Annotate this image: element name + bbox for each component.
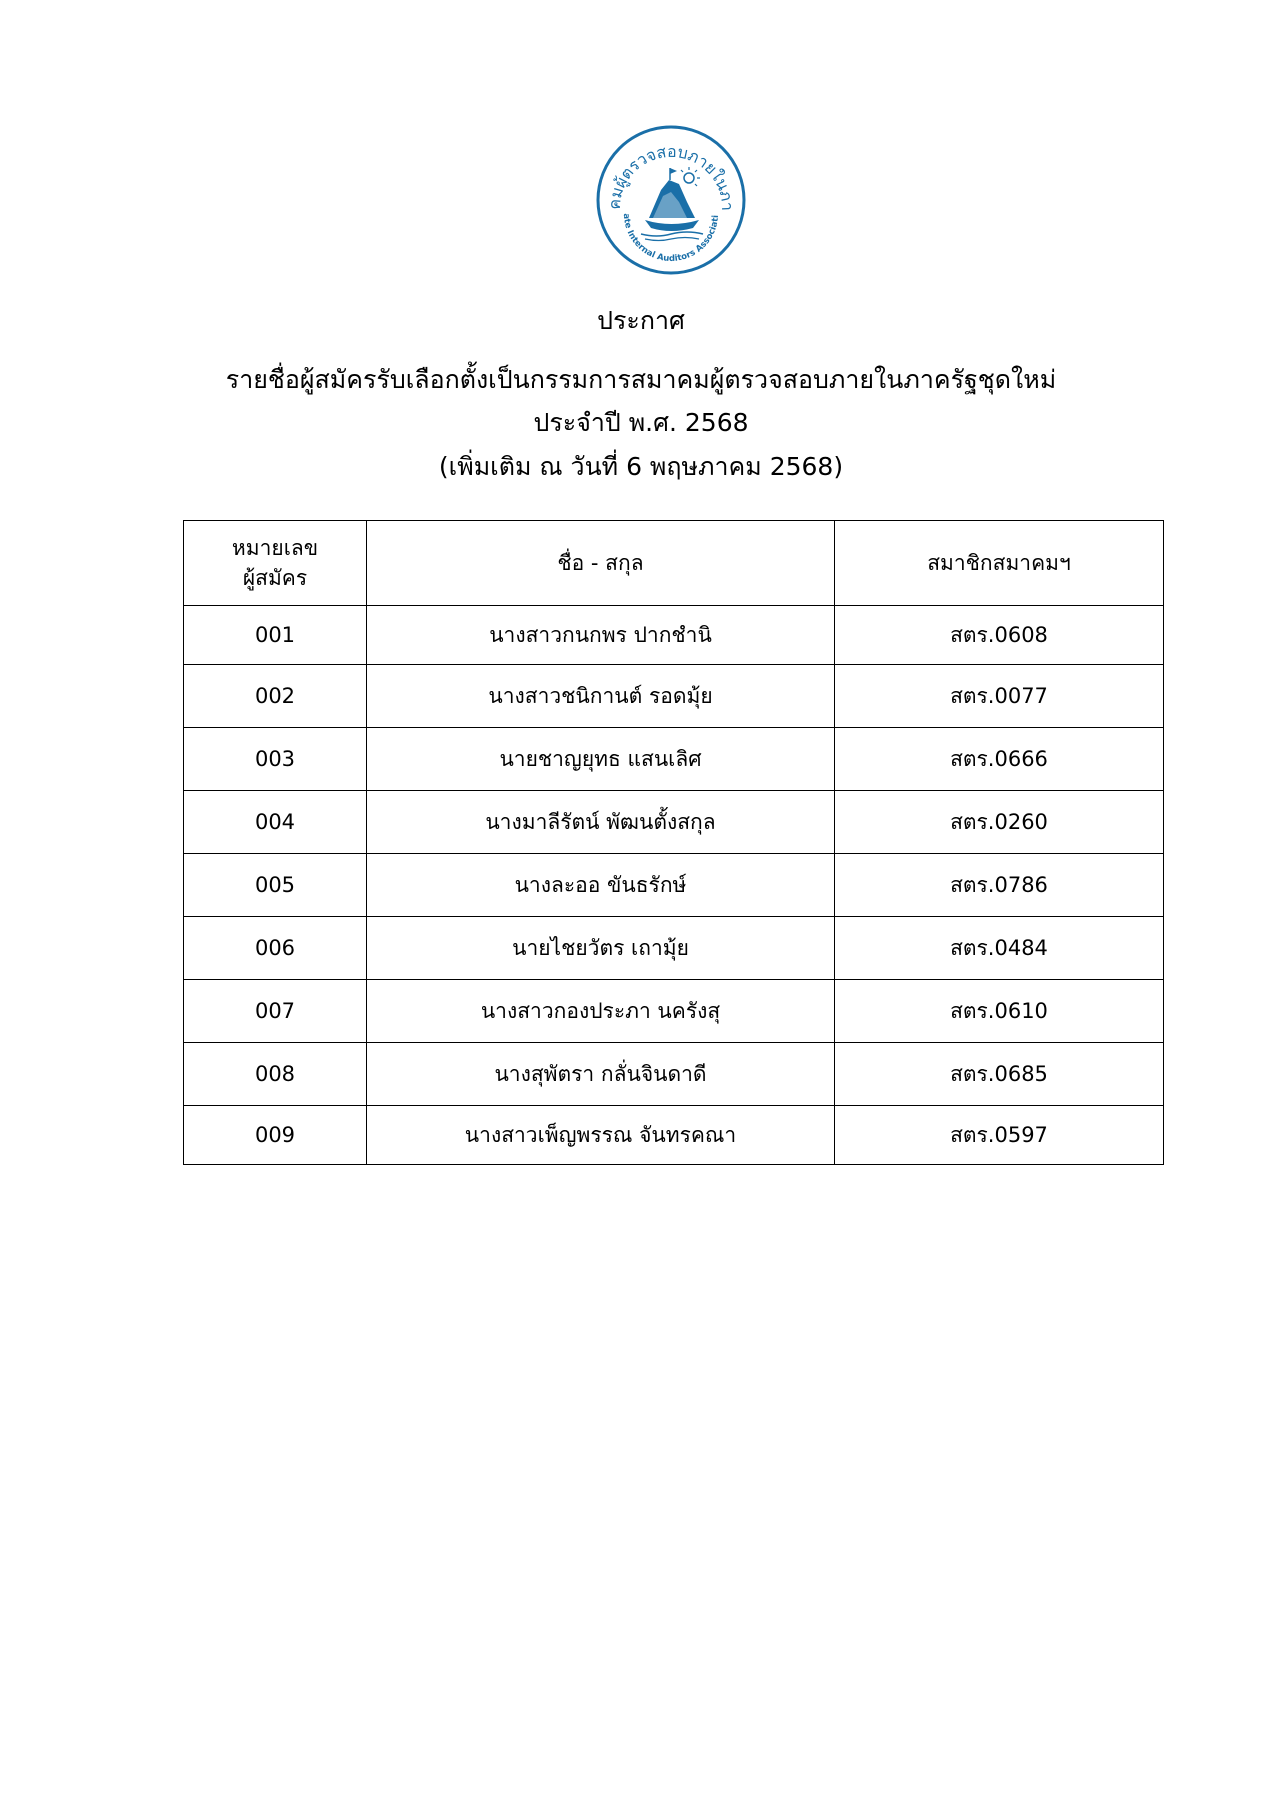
- candidates-table-container: [183, 520, 1163, 1165]
- candidate-name: นางสาวกองประภา นครังสุ: [367, 980, 835, 1043]
- member-id: สตร.0685: [835, 1043, 1164, 1106]
- member-id: สตร.0597: [835, 1106, 1164, 1165]
- candidate-number: 003: [184, 728, 367, 791]
- candidates-table: [183, 520, 1164, 1165]
- candidate-number: 008: [184, 1043, 367, 1106]
- table-row: [184, 665, 1164, 728]
- announcement-subtitle-line2: ประจำปี พ.ศ. 2568: [533, 408, 749, 437]
- candidate-number: 004: [184, 791, 367, 854]
- candidate-number: 007: [184, 980, 367, 1043]
- header-full-name: ชื่อ - สกุล: [367, 521, 835, 606]
- table-row: [184, 1106, 1164, 1165]
- candidate-name: นายชาญยุทธ แสนเลิศ: [367, 728, 835, 791]
- member-id: สตร.0077: [835, 665, 1164, 728]
- candidate-name: นางสาวเพ็ญพรรณ จันทรคณา: [367, 1106, 835, 1165]
- candidate-name: นางมาลีรัตน์ พัฒนตั้งสกุล: [367, 791, 835, 854]
- candidate-number: 006: [184, 917, 367, 980]
- candidate-name: นายไชยวัตร เถามุ้ย: [367, 917, 835, 980]
- candidate-number: 009: [184, 1106, 367, 1165]
- table-row: [184, 791, 1164, 854]
- table-row: [184, 980, 1164, 1043]
- member-id: สตร.0608: [835, 606, 1164, 665]
- candidate-number: 005: [184, 854, 367, 917]
- mountain-ship-emblem: [641, 167, 703, 241]
- member-id: สตร.0610: [835, 980, 1164, 1043]
- announcement-title: ประกาศ: [597, 306, 685, 335]
- logo-thai-text: คมผู้ตรวจสอบภายในภา: [604, 141, 738, 212]
- announcement-subtitle-line1: รายชื่อผู้สมัครรับเลือกตั้งเป็นกรรมการสมาคมผู้ตรวจสอบภายในภาครัฐชุดใหม่: [225, 365, 1057, 394]
- candidate-name: นางละออ ขันธรักษ์: [367, 854, 835, 917]
- table-header-row: [184, 521, 1164, 606]
- candidate-name: นางสาวชนิกานต์ รอดมุ้ย: [367, 665, 835, 728]
- candidate-name: นางสาวกนกพร ปากชำนิ: [367, 606, 835, 665]
- table-row: [184, 606, 1164, 665]
- table-row: [184, 917, 1164, 980]
- candidate-number: 002: [184, 665, 367, 728]
- member-id: สตร.0260: [835, 791, 1164, 854]
- member-id: สตร.0484: [835, 917, 1164, 980]
- announcement-subtitle-line3: (เพิ่มเติม ณ วันที่ 6 พฤษภาคม 2568): [438, 452, 844, 481]
- header-member-id: สมาชิกสมาคมฯ: [835, 521, 1164, 606]
- member-id: สตร.0666: [835, 728, 1164, 791]
- candidate-name: นางสุพัตรา กลั่นจินดาดี: [367, 1043, 835, 1106]
- candidate-number: 001: [184, 606, 367, 665]
- table-row: [184, 728, 1164, 791]
- logo-english-text: ate Internal Auditors Associati: [620, 213, 722, 265]
- table-row: [184, 854, 1164, 917]
- member-id: สตร.0786: [835, 854, 1164, 917]
- header-number-line2: ผู้สมัคร: [242, 566, 308, 590]
- header-number-line1: หมายเลข: [231, 536, 319, 560]
- header-candidate-number: [184, 521, 367, 606]
- association-logo: [593, 122, 749, 278]
- table-row: [184, 1043, 1164, 1106]
